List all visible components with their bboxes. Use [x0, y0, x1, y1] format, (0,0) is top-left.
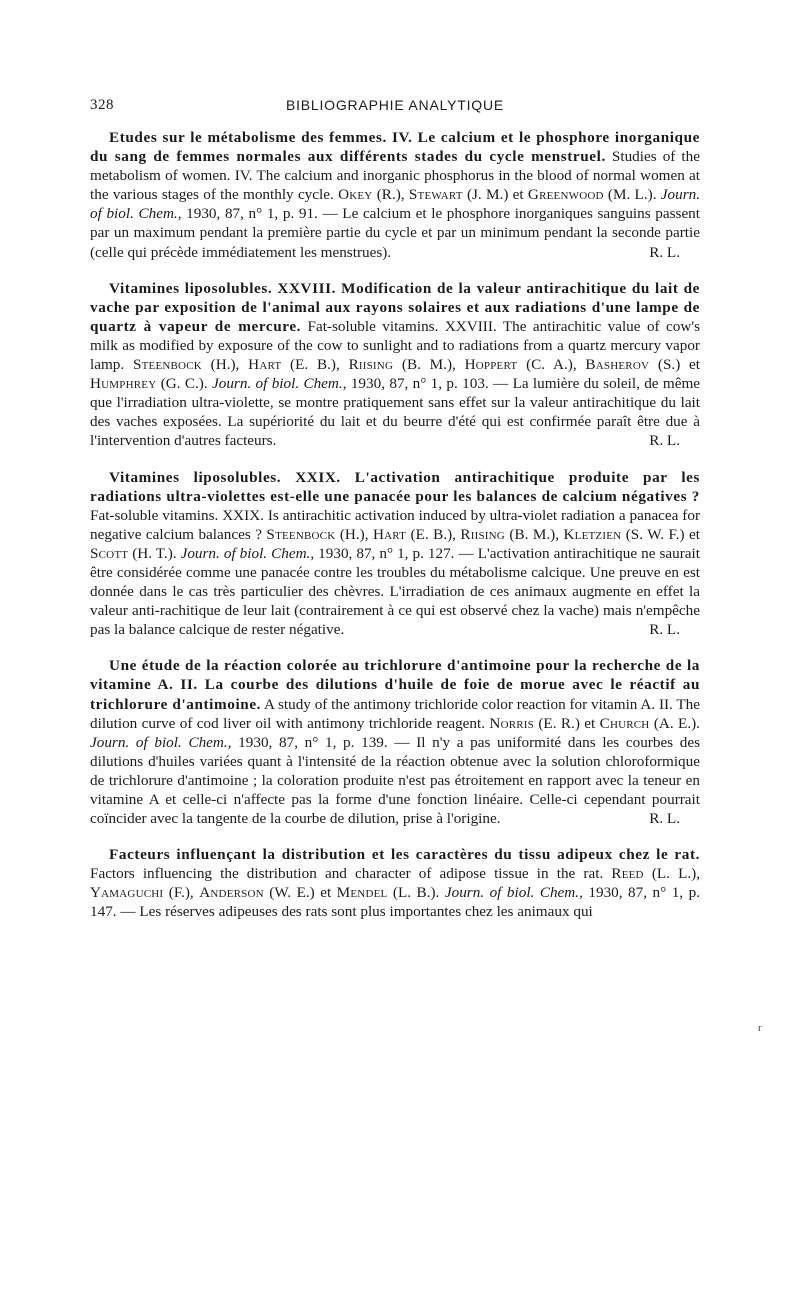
journal-name: Journ. of biol. Chem.	[90, 186, 701, 223]
author-name: Norris	[489, 714, 534, 732]
author-name: Stewart	[408, 186, 463, 204]
author-initials: (B. M.),	[393, 356, 465, 374]
author-initials: (E. B.),	[281, 356, 349, 374]
author-name: Scott	[90, 544, 129, 562]
author-initials: (F.),	[163, 884, 200, 902]
author-initials: (A. E.).	[649, 714, 700, 732]
citation: , 1930, 87, n° 1, p. 139. —	[227, 733, 417, 751]
author-name: Okey	[338, 186, 373, 204]
author-name: Anderson	[199, 884, 264, 902]
author-initials: (G. C.).	[156, 375, 212, 393]
bibliography-body	[90, 128, 700, 940]
entry-summary: Il n'y a pas uniformité dans les courbes des dilutions d'huiles variées quant à l'intensité de la réaction obtenue avec la solution chloroformique de trichlorure d'antimoine ; la coloration produite n'est pas étroitement en rapport avec la teneur en vitamine A et celle-ci n'affecte pas la forme d'une fonction linéaire. Celle-ci cependant pourrait coïncider avec la tangente de la courbe de dilution, prise à l'origine.	[90, 733, 701, 828]
author-initials: (M. L.).	[603, 186, 661, 204]
journal-name: Journ. of biol. Chem.	[444, 884, 580, 902]
author-initials: (E. B.),	[406, 525, 461, 543]
entry-title-en: Studies of the metabolism of women. IV. The calcium and inorganic phosphorus in the blood of normal women at the various stages of the monthly cycle.	[90, 148, 700, 204]
author-initials: (H. T.).	[128, 544, 181, 562]
journal-name: Journ. of biol. Chem.	[211, 375, 343, 393]
margin-mark: r	[758, 1022, 762, 1034]
author-name: Riising	[460, 525, 505, 543]
author-name: Humphrey	[90, 375, 157, 393]
bibliography-entry	[90, 845, 700, 921]
entry-title-fr: Vitamines liposolubles. XXIX. L'activation antirachitique produite par les radiations ultra-violettes est-elle une panacée pour les balances de calcium négatives ?	[90, 468, 700, 505]
entry-title-fr: Facteurs influençant la distribution et les caractères du tissu adipeux chez le rat.	[109, 846, 700, 864]
author-initials: (C. A.),	[517, 356, 586, 374]
entry-title-en: Factors influencing the distribution and character of adipose tissue in the rat.	[90, 865, 612, 883]
entry-summary: L'activation antirachitique ne saurait être considérée comme une panacée contre les troubles du métabolisme calcique. Une preuve en est donnée dans le cas très particulier des chèvres. L'irradiation de ces animaux augmente en effet la valeur anti-rachitique de leur lait (contrairement à ce qui est observé chez la vache) mais n'empêche pas la balance calcique de rester négative.	[90, 544, 700, 639]
citation: , 1930, 87, n° 1, p. 91. —	[177, 205, 343, 223]
author-initials: (L. L.),	[643, 865, 700, 883]
author-name: Steenbock	[132, 356, 202, 374]
reviewer-signature: R. L.	[649, 243, 680, 261]
citation: , 1930, 87, n° 1, p. 147. —	[90, 884, 700, 921]
author-initials: (E. R.) et	[533, 714, 600, 732]
author-initials: (S.) et	[649, 356, 701, 374]
entry-title-en: Fat-soluble vitamins. XXVIII. The antirachitic value of cow's milk as modified by exposure of the cow to sunlight and to radiations from a quartz mercury vapor lamp.	[90, 317, 700, 374]
author-name: Greenwood	[527, 186, 604, 204]
running-head	[90, 97, 700, 119]
author-name: Reed	[611, 865, 644, 883]
page-number: 328	[90, 97, 114, 113]
author-name: Basherov	[585, 356, 650, 374]
bibliography-entry	[90, 656, 700, 828]
citation: , 1930, 87, n° 1, p. 103. —	[342, 375, 513, 393]
bibliography-entry	[90, 128, 700, 262]
author-initials: (W. E.) et	[263, 884, 337, 902]
author-initials: (H.),	[201, 356, 249, 374]
author-name: Church	[599, 714, 650, 732]
author-initials: (L. B.).	[387, 884, 445, 902]
author-name: Yamaguchi	[90, 884, 164, 902]
author-name: Hart	[248, 356, 282, 374]
author-name: Mendel	[336, 884, 388, 902]
entry-summary: La lumière du soleil, de même que l'irradiation ultra-violette, se montre pratiquement sans effet sur la valeur antirachitique du lait des vaches exposées. La supériorité du lait et du beurre d'été qui est confirmée paraît être due à l'intervention d'autres facteurs.	[90, 375, 700, 450]
author-name: Hart	[372, 525, 407, 543]
author-name: Kletzien	[563, 525, 622, 543]
author-initials: (B. M.),	[504, 525, 564, 543]
entry-title-fr: Etudes sur le métabolisme des femmes. IV. Le calcium et le phosphore inorganique du sang de femmes normales aux différents stades du cycle menstruel.	[90, 129, 700, 166]
running-title: BIBLIOGRAPHIE ANALYTIQUE	[285, 97, 505, 113]
bibliography-entry	[90, 468, 700, 640]
author-initials: (J. M.) et	[462, 186, 528, 204]
author-initials: (R.),	[372, 186, 409, 204]
entry-summary: Les réserves adipeuses des rats sont plus importantes chez les animaux qui	[139, 903, 593, 921]
reviewer-signature: R. L.	[649, 432, 680, 450]
entry-title-en: Fat-soluble vitamins. XXIX. Is antirachitic activation induced by ultra-violet radiation a panacea for negative calcium balances ?	[90, 506, 700, 543]
citation: , 1930, 87, n° 1, p. 127. —	[310, 544, 478, 562]
entry-title-fr: Vitamines liposolubles. XXVIII. Modification de la valeur antirachitique du lait de vache par exposition de l'animal aux rayons solaires et aux radiations d'une lampe de quartz à vapeur de mercure.	[90, 279, 700, 335]
author-initials: (S. W. F.) et	[621, 525, 700, 543]
author-name: Hoppert	[464, 356, 518, 374]
reviewer-signature: R. L.	[649, 810, 680, 828]
journal-name: Journ. of biol. Chem.	[180, 544, 311, 562]
author-name: Riising	[348, 356, 394, 374]
reviewer-signature: R. L.	[649, 621, 680, 639]
bibliography-entry	[90, 279, 700, 451]
entry-title-en: A study of the antimony trichloride color reaction for vitamin A. II. The dilution curve of cod liver oil with antimony trichloride reagent.	[90, 695, 700, 732]
entry-title-fr: Une étude de la réaction colorée au trichlorure d'antimoine pour la recherche de la vitamine A. II. La courbe des dilutions d'huile de foie de morue avec le réactif au trichlorure d'antimoine.	[90, 657, 700, 713]
author-name: Steenbock	[266, 525, 336, 543]
entry-summary: Le calcium et le phosphore inorganiques sanguins passent par un maximum pendant la première partie du cycle et par un minimum pendant la seconde partie (celle qui précède immédiatement les menstrues).	[90, 205, 700, 261]
journal-name: Journ. of biol. Chem.	[90, 733, 228, 751]
author-initials: (H.),	[335, 525, 373, 543]
